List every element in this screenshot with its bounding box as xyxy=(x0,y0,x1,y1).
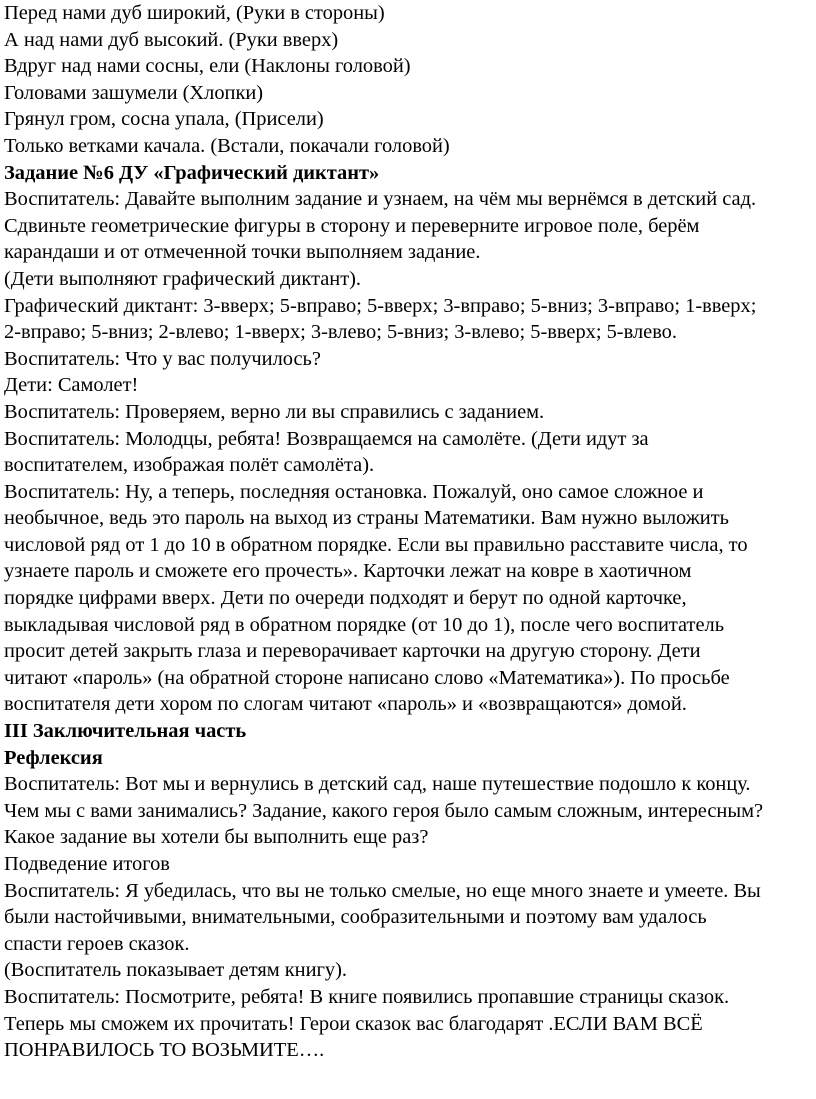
document-text-line: Перед нами дуб широкий, (Руки в стороны) xyxy=(4,2,385,24)
document-text-line: Воспитатель: Проверяем, верно ли вы справились с заданием. xyxy=(4,400,545,423)
document-heading-line: III Заключительная часть xyxy=(4,720,247,743)
document-text-line: воспитателем, изображая полёт самолёта). xyxy=(4,454,375,477)
document-text-line: Грянул гром, сосна упала, (Присели) xyxy=(4,108,324,131)
document-text-line: Головами зашумели (Хлопки) xyxy=(4,81,264,104)
document-text-line: Вдруг над нами сосны, ели (Наклоны головой) xyxy=(4,55,411,78)
document-text-line: Воспитатель: Вот мы и вернулись в детский сад, наше путешествие подошло к концу. xyxy=(4,773,751,796)
document-text-line: А над нами дуб высокий. (Руки вверх) xyxy=(4,28,339,51)
document-text-line: Воспитатель: Я убедилась, что вы не только смелые, но еще много знаете и умеете. Вы xyxy=(4,879,761,902)
document-text-line: Графический диктант: 3-вверх; 5-вправо; 5-вверх; 3-вправо; 5-вниз; 3-вправо; 1-вверх; xyxy=(4,294,757,317)
document-text-line: Чем мы с вами занимались? Задание, какого героя было самым сложным, интересным? xyxy=(4,799,764,822)
document-text-line: необычное, ведь это пароль на выход из страны Математики. Вам нужно выложить xyxy=(4,507,729,530)
document-text-line: числовой ряд от 1 до 10 в обратном порядке. Если вы правильно расставите числа, то xyxy=(4,533,748,556)
document-text-line: (Воспитатель показывает детям книгу). xyxy=(4,959,347,982)
document-text-line: Какое задание вы хотели бы выполнить еще раз? xyxy=(4,826,429,849)
document-text-line: Воспитатель: Давайте выполним задание и узнаем, на чём мы вернёмся в детский сад. xyxy=(4,188,757,211)
document-text-line: Воспитатель: Ну, а теперь, последняя остановка. Пожалуй, оно самое сложное и xyxy=(4,480,704,503)
document-body xyxy=(4,0,816,1064)
document-text-line: спасти героев сказок. xyxy=(4,932,190,955)
document-text-line: (Дети выполняют графический диктант). xyxy=(4,267,362,290)
document-text-line: Теперь мы сможем их прочитать! Герои сказок вас благодарят .ЕСЛИ ВАМ ВСЁ xyxy=(4,1012,703,1035)
document-text-line: 2-вправо; 5-вниз; 2-влево; 1-вверх; 3-влево; 5-вниз; 3-влево; 5-вверх; 5-влево. xyxy=(4,321,677,344)
document-text-line: Сдвиньте геометрические фигуры в сторону и переверните игровое поле, берём xyxy=(4,214,700,237)
document-text-line: Только ветками качала. (Встали, покачали головой) xyxy=(4,134,450,157)
document-text-line: читают «пароль» (на обратной стороне написано слово «Математика»). По просьбе xyxy=(4,666,730,689)
document-heading-line: Рефлексия xyxy=(4,746,103,769)
document-text-line: узнаете пароль и сможете его прочесть». Карточки лежат на ковре в хаотичном xyxy=(4,560,692,583)
document-text-line: ПОНРАВИЛОСЬ ТО ВОЗЬМИТЕ…. xyxy=(4,1039,325,1062)
document-text-line: просит детей закрыть глаза и переворачивает карточки на другую сторону. Дети xyxy=(4,640,701,663)
document-text-line: Воспитатель: Посмотрите, ребята! В книге появились пропавшие страницы сказок. xyxy=(4,985,730,1008)
document-text-line: Подведение итогов xyxy=(4,853,170,875)
document-text-line: воспитателя дети хором по слогам читают «пароль» и «возвращаются» домой. xyxy=(4,693,687,716)
document-text-line: были настойчивыми, внимательными, сообразительными и поэтому вам удалось xyxy=(4,906,707,929)
document-text-line: порядке цифрами вверх. Дети по очереди подходят и берут по одной карточке, xyxy=(4,587,687,610)
document-text-line: карандаши и от отмеченной точки выполняем задание. xyxy=(4,241,481,264)
document-text-line: выкладывая числовой ряд в обратном порядке (от 10 до 1), после чего воспитатель xyxy=(4,613,725,636)
document-heading-line: Задание №6 ДУ «Графический диктант» xyxy=(4,161,380,184)
document-text-line: Дети: Самолет! xyxy=(4,374,139,397)
document-text-line: Воспитатель: Молодцы, ребята! Возвращаемся на самолёте. (Дети идут за xyxy=(4,427,649,450)
document-text-line: Воспитатель: Что у вас получилось? xyxy=(4,347,321,370)
